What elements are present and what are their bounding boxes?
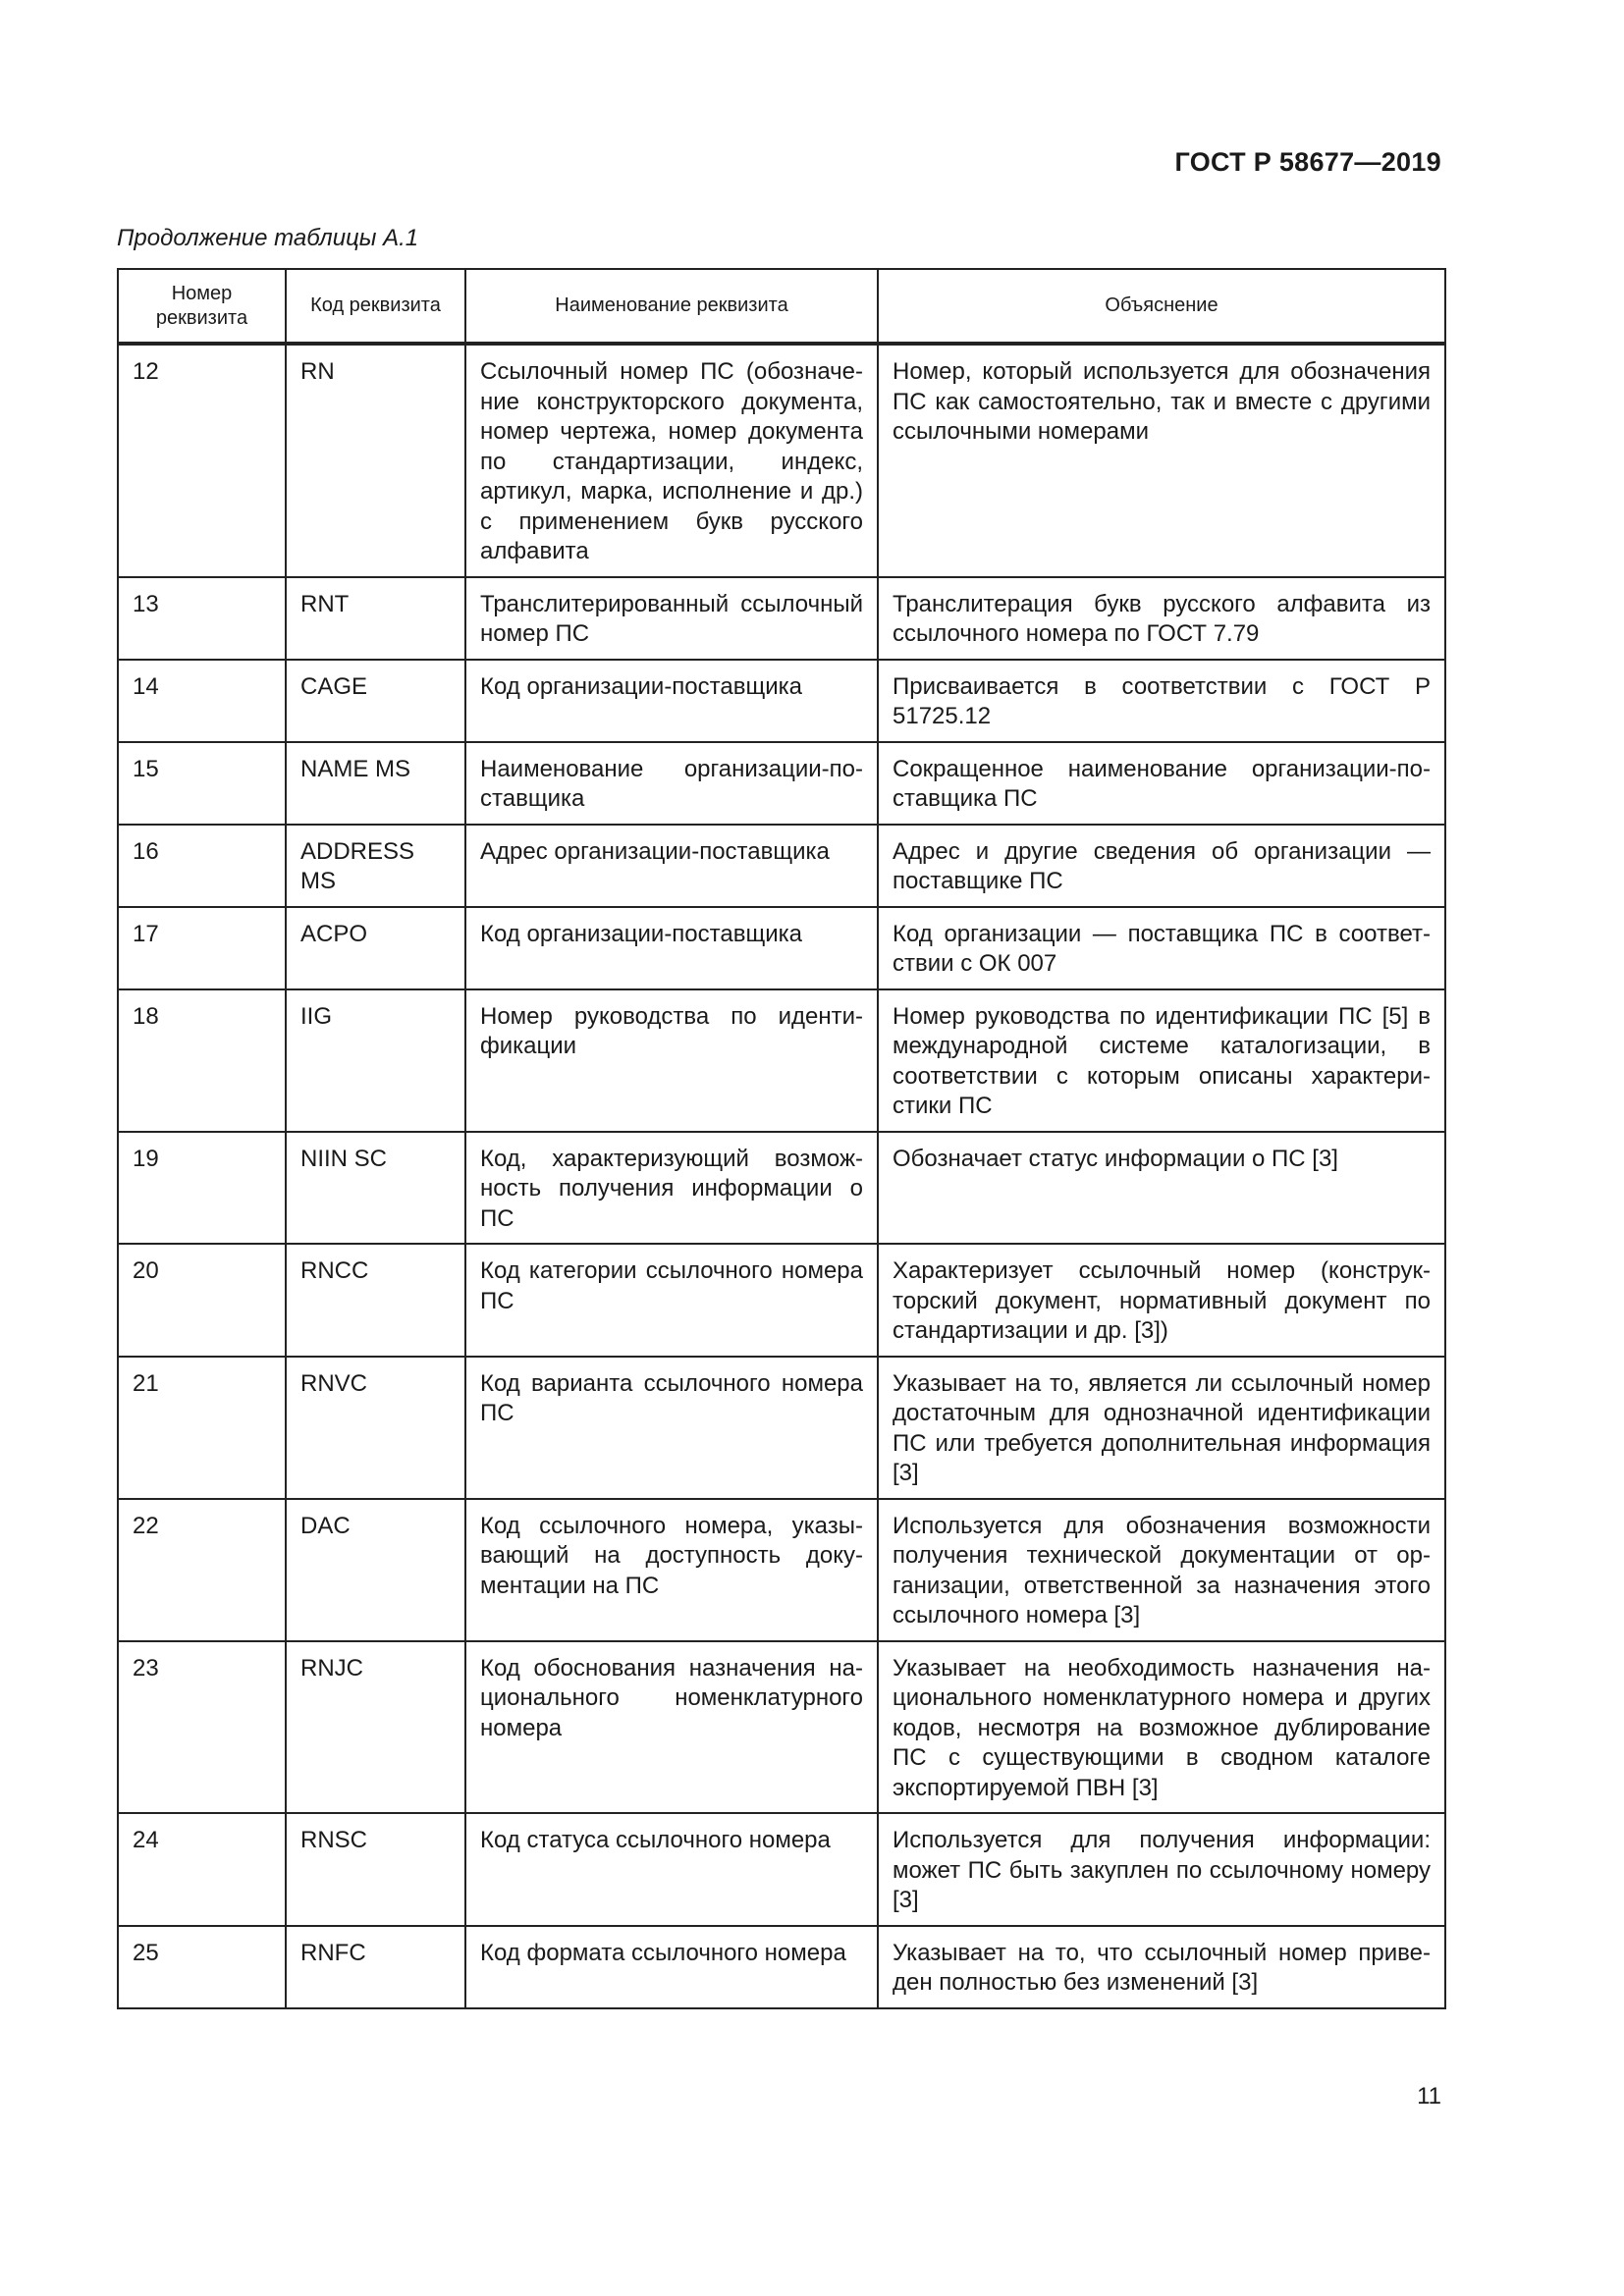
table-row (118, 1499, 1445, 1641)
table-caption: Продолжение таблицы А.1 (117, 225, 419, 251)
cell-code: RN (286, 344, 465, 577)
cell-explanation: Используется для получения информации: может ПС быть закуплен по ссылочному номеру [3] (878, 1813, 1445, 1926)
cell-code: DAC (286, 1499, 465, 1641)
cell-code: ACPO (286, 907, 465, 989)
cell-explanation: Сокращенное наименование организации-поставщика ПС (878, 742, 1445, 825)
column-header-code: Код реквизита (286, 269, 465, 344)
cell-name: Наименование организации-поставщика (465, 742, 878, 825)
cell-number: 13 (118, 577, 286, 660)
table-row (118, 1813, 1445, 1926)
cell-name: Код формата ссылочного номера (465, 1926, 878, 2008)
document-code: ГОСТ Р 58677—2019 (1174, 147, 1441, 177)
cell-code: RNCC (286, 1244, 465, 1357)
cell-explanation: Присваивается в соответствии с ГОСТ Р 51725.12 (878, 660, 1445, 742)
table-row (118, 825, 1445, 907)
cell-code: IIG (286, 989, 465, 1132)
column-header-explanation: Объяснение (878, 269, 1445, 344)
cell-name: Транслитерированный ссылочный номер ПС (465, 577, 878, 660)
cell-number: 17 (118, 907, 286, 989)
cell-name: Номер руководства по идентификации (465, 989, 878, 1132)
column-header-name: Наименование реквизита (465, 269, 878, 344)
table-row (118, 1357, 1445, 1499)
cell-code: NIIN SC (286, 1132, 465, 1245)
table-row (118, 907, 1445, 989)
cell-name: Код обоснования назначения национального номенклатурного номера (465, 1641, 878, 1814)
table-row (118, 1244, 1445, 1357)
cell-code: RNVC (286, 1357, 465, 1499)
cell-explanation: Указывает на необходимость назначения национального номенклатурного номера и других кодов, несмотря на возможное дублирование ПС с существующими в сводном каталоге экспортируемой ПВН [3] (878, 1641, 1445, 1814)
cell-name: Код категории ссылочного номера ПС (465, 1244, 878, 1357)
cell-explanation: Используется для обозначения возможности получения технической документации от организации, ответственной за назначения этого ссылочного номера [3] (878, 1499, 1445, 1641)
cell-name: Ссылочный номер ПС (обозначение конструкторского документа, номер чертежа, номер документа по стандартизации, индекс, артикул, марка, исполнение и др.) с применением букв русского алфавита (465, 344, 878, 577)
cell-number: 18 (118, 989, 286, 1132)
cell-number: 22 (118, 1499, 286, 1641)
cell-name: Код статуса ссылочного номера (465, 1813, 878, 1926)
cell-number: 15 (118, 742, 286, 825)
table-row (118, 1926, 1445, 2008)
cell-number: 23 (118, 1641, 286, 1814)
cell-name: Адрес организации-поставщика (465, 825, 878, 907)
cell-number: 20 (118, 1244, 286, 1357)
cell-code: ADDRESS MS (286, 825, 465, 907)
cell-explanation: Характеризует ссылочный номер (конструкторский документ, нормативный документ по стандартизации и др. [3]) (878, 1244, 1445, 1357)
table-row (118, 660, 1445, 742)
page-number: 11 (1417, 2083, 1441, 2109)
table-row (118, 1641, 1445, 1814)
cell-code: RNT (286, 577, 465, 660)
cell-explanation: Транслитерация букв русского алфавита из ссылочного номера по ГОСТ 7.79 (878, 577, 1445, 660)
table-header-row (118, 269, 1445, 344)
cell-explanation: Код организации — поставщика ПС в соответствии с ОК 007 (878, 907, 1445, 989)
cell-code: CAGE (286, 660, 465, 742)
cell-code: RNFC (286, 1926, 465, 2008)
cell-code: NAME MS (286, 742, 465, 825)
table-row (118, 344, 1445, 577)
cell-name: Код ссылочного номера, указывающий на доступность документации на ПС (465, 1499, 878, 1641)
cell-explanation: Указывает на то, является ли ссылочный номер достаточным для однозначной идентификации ПС или требуется дополнительная информация [3] (878, 1357, 1445, 1499)
cell-explanation: Указывает на то, что ссылочный номер приведен полностью без изменений [3] (878, 1926, 1445, 2008)
requisites-table (117, 268, 1446, 2009)
cell-number: 21 (118, 1357, 286, 1499)
table-row (118, 577, 1445, 660)
column-header-number: Номер реквизита (118, 269, 286, 344)
cell-number: 14 (118, 660, 286, 742)
cell-code: RNJC (286, 1641, 465, 1814)
cell-number: 19 (118, 1132, 286, 1245)
cell-name: Код организации-поставщика (465, 907, 878, 989)
table-row (118, 1132, 1445, 1245)
cell-number: 16 (118, 825, 286, 907)
cell-code: RNSC (286, 1813, 465, 1926)
cell-explanation: Номер руководства по идентификации ПС [5] в международной системе каталогизации, в соответствии с которым описаны характеристики ПС (878, 989, 1445, 1132)
cell-name: Код варианта ссылочного номера ПС (465, 1357, 878, 1499)
cell-name: Код, характеризующий возможность получения информации о ПС (465, 1132, 878, 1245)
cell-number: 24 (118, 1813, 286, 1926)
cell-explanation: Обозначает статус информации о ПС [3] (878, 1132, 1445, 1245)
table-row (118, 742, 1445, 825)
cell-explanation: Адрес и другие сведения об организации — поставщике ПС (878, 825, 1445, 907)
table-row (118, 989, 1445, 1132)
cell-number: 12 (118, 344, 286, 577)
cell-name: Код организации-поставщика (465, 660, 878, 742)
cell-number: 25 (118, 1926, 286, 2008)
cell-explanation: Номер, который используется для обозначения ПС как самостоятельно, так и вместе с другими ссылочными номерами (878, 344, 1445, 577)
